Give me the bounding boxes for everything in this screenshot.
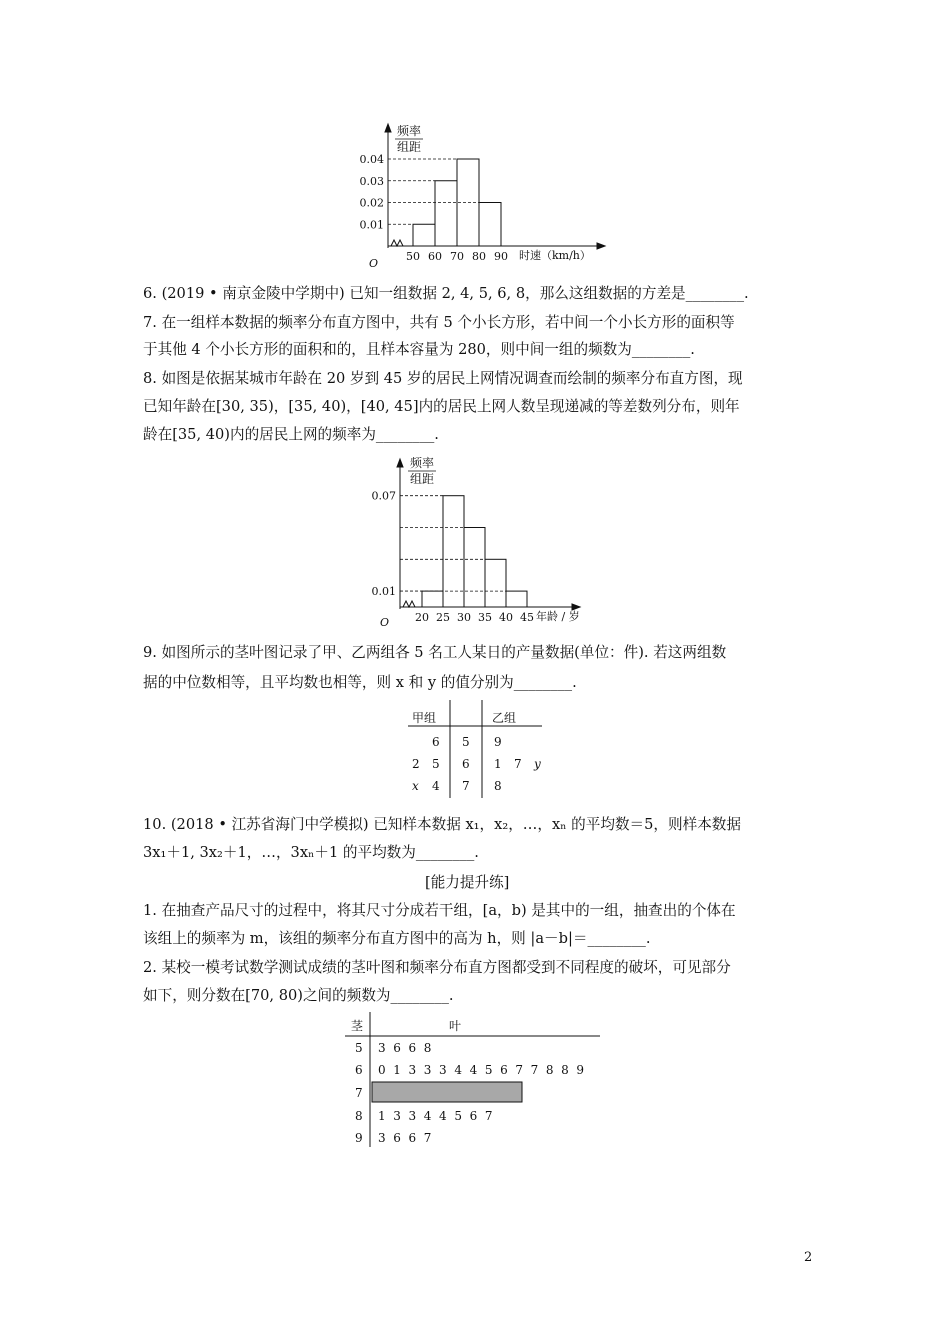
chart1-ylabel-bottom: 组距	[397, 140, 422, 154]
stem1-r1-stem: 5	[462, 735, 470, 749]
speed-histogram	[355, 120, 615, 270]
p2-line2: 如下，则分数在[70, 80)之间的频数为________.	[143, 987, 454, 1004]
stem2-damaged-row	[372, 1082, 522, 1102]
chart1-dashed-lines	[388, 159, 479, 224]
stem1-r2-right-b: 7	[514, 757, 522, 771]
q9-line1: 9. 如图所示的茎叶图记录了甲、乙两组各 5 名工人某日的产量数据(单位：件). 若这两组数	[143, 644, 727, 661]
chart1-y-arrow	[385, 124, 391, 132]
stem1-r3-stem: 7	[462, 779, 470, 793]
stem1-r1-right: 9	[494, 735, 502, 749]
stem2-r4-leaves: 1 3 3 4 4 5 6 7	[378, 1109, 493, 1123]
stem1-r3-left-a: x	[412, 779, 419, 793]
c1-xtick-1: 60	[428, 250, 442, 263]
c1-bar-1	[435, 181, 457, 246]
stem2-r3-stem: 7	[355, 1086, 363, 1100]
chart2-dashed-lines	[400, 496, 506, 591]
chart2-xlabel: 年龄 / 岁	[536, 610, 580, 623]
chart2-ylabel-top: 频率	[410, 456, 435, 470]
stem1-left-header: 甲组	[412, 711, 437, 725]
c2-bar-4	[506, 591, 527, 607]
stem2-r5-stem: 9	[355, 1131, 363, 1145]
q6-text: 6. (2019 • 南京金陵中学期中) 已知一组数据 2, 4, 5, 6, 8，那么这组数据的方差是	[143, 285, 686, 302]
q10-line1: 10. (2018 • 江苏省海门中学模拟) 已知样本数据 x₁，x₂，…，xₙ 的平均数＝5，则样本数据	[143, 816, 741, 833]
stem2-r2-leaves: 0 1 3 3 3 4 4 5 6 7 7 8 8 9	[378, 1063, 585, 1077]
c2-bar-3	[485, 559, 506, 607]
chart2-x-tick-labels	[415, 611, 534, 624]
stem1-r3-left-b: 4	[432, 779, 440, 793]
q8-line2: 已知年龄在[30, 35)，[35, 40)，[40, 45]内的居民上网人数呈现递减的等差数列分布，则年	[143, 398, 740, 415]
chart2-ylabel-bottom: 组距	[410, 472, 435, 486]
c2-xtick-3: 35	[478, 611, 492, 624]
c2-xtick-4: 40	[499, 611, 513, 624]
p1-line1: 1. 在抽查产品尺寸的过程中，将其尺寸分成若干组，[a，b) 是其中的一组，抽查出的个体在	[143, 902, 736, 919]
chart1-xlabel: 时速（km/h）	[519, 249, 591, 262]
p2-line1: 2. 某校一模考试数学测试成绩的茎叶图和频率分布直方图都受到不同程度的破坏，可见部分	[143, 959, 731, 976]
stem1-r1-left: 6	[432, 735, 440, 749]
c1-ytick-3: 0.01	[359, 218, 384, 232]
stem1-right-header: 乙组	[492, 711, 517, 725]
chart2-y-arrow	[397, 459, 403, 467]
c1-xtick-3: 80	[472, 250, 486, 263]
c1-bar-0	[413, 224, 435, 246]
q6-period: .	[744, 285, 749, 302]
stem2-stem-header: 茎	[351, 1019, 364, 1033]
q8-line1: 8. 如图是依据某城市年龄在 20 岁到 45 岁的居民上网情况调查而绘制的频率分布直方图，现	[143, 370, 743, 387]
chart2-axis-break	[403, 601, 415, 607]
stem1-r2-stem: 6	[462, 757, 470, 771]
stem-leaf-plot-1	[400, 700, 550, 800]
chart1-axis-break	[391, 240, 403, 246]
c2-bar-2	[464, 528, 485, 608]
c2-bar-0	[422, 591, 443, 607]
stem2-leaf-header: 叶	[449, 1019, 462, 1033]
p1-line2: 该组上的频率为 m，该组的频率分布直方图中的高为 h，则 |a－b|＝________.	[143, 930, 651, 947]
q10-line2: 3x₁＋1, 3x₂＋1，…，3xₙ＋1 的平均数为________.	[143, 844, 479, 861]
q8-line3: 龄在[35, 40)内的居民上网的频率为________.	[143, 426, 439, 443]
stem1-r2-left-a: 2	[412, 757, 420, 771]
q9-line2: 据的中位数相等，且平均数也相等，则 x 和 y 的值分别为________.	[143, 674, 577, 691]
c1-xtick-2: 70	[450, 250, 464, 263]
stem2-r1-leaves: 3 6 6 8	[378, 1041, 432, 1055]
chart2-bars	[422, 496, 527, 607]
q6-blank: ________	[685, 285, 745, 302]
question-6	[143, 284, 813, 303]
chart1-bars	[413, 159, 501, 246]
chart1-x-arrow	[597, 243, 605, 249]
chart1-origin: O	[369, 257, 379, 270]
c1-xtick-4: 90	[494, 250, 508, 263]
c2-bar-1	[443, 496, 464, 607]
stem1-r3-right: 8	[494, 779, 502, 793]
c1-ytick-2: 0.02	[359, 196, 384, 210]
age-histogram	[370, 455, 585, 630]
c2-xtick-1: 25	[436, 611, 450, 624]
stem-leaf-plot-2	[345, 1012, 605, 1152]
chart2-origin: O	[380, 616, 390, 629]
c2-ytick-1: 0.01	[371, 585, 396, 599]
c2-xtick-5: 45	[520, 611, 534, 624]
c1-ytick-0: 0.04	[359, 153, 384, 166]
page-number: 2	[804, 1250, 813, 1265]
stem1-r2-left-b: 5	[432, 757, 440, 771]
c2-xtick-2: 30	[457, 611, 471, 624]
chart1-x-tick-labels	[406, 250, 508, 263]
q7-line2: 于其他 4 个小长方形的面积和的，且样本容量为 280，则中间一组的频数为________.	[143, 341, 695, 358]
stem2-r4-stem: 8	[355, 1109, 363, 1123]
stem2-r2-stem: 6	[355, 1063, 363, 1077]
stem1-r2-right-c: y	[534, 757, 541, 771]
c1-ytick-1: 0.03	[359, 174, 384, 188]
section-title: [能力提升练]	[425, 874, 510, 891]
chart1-ylabel-top: 频率	[397, 124, 422, 138]
c2-xtick-0: 20	[415, 611, 429, 624]
q7-line1: 7. 在一组样本数据的频率分布直方图中，共有 5 个小长方形，若中间一个小长方形的面积等	[143, 314, 735, 331]
stem2-r1-stem: 5	[355, 1041, 363, 1055]
c2-ytick-0: 0.07	[371, 489, 396, 503]
chart1-y-tick-labels	[360, 153, 385, 231]
c1-bar-3	[479, 203, 501, 247]
c1-xtick-0: 50	[406, 250, 420, 263]
chart2-y-tick-labels	[372, 490, 397, 598]
stem1-r2-right-a: 1	[494, 757, 502, 771]
stem2-r5-leaves: 3 6 6 7	[378, 1131, 432, 1145]
